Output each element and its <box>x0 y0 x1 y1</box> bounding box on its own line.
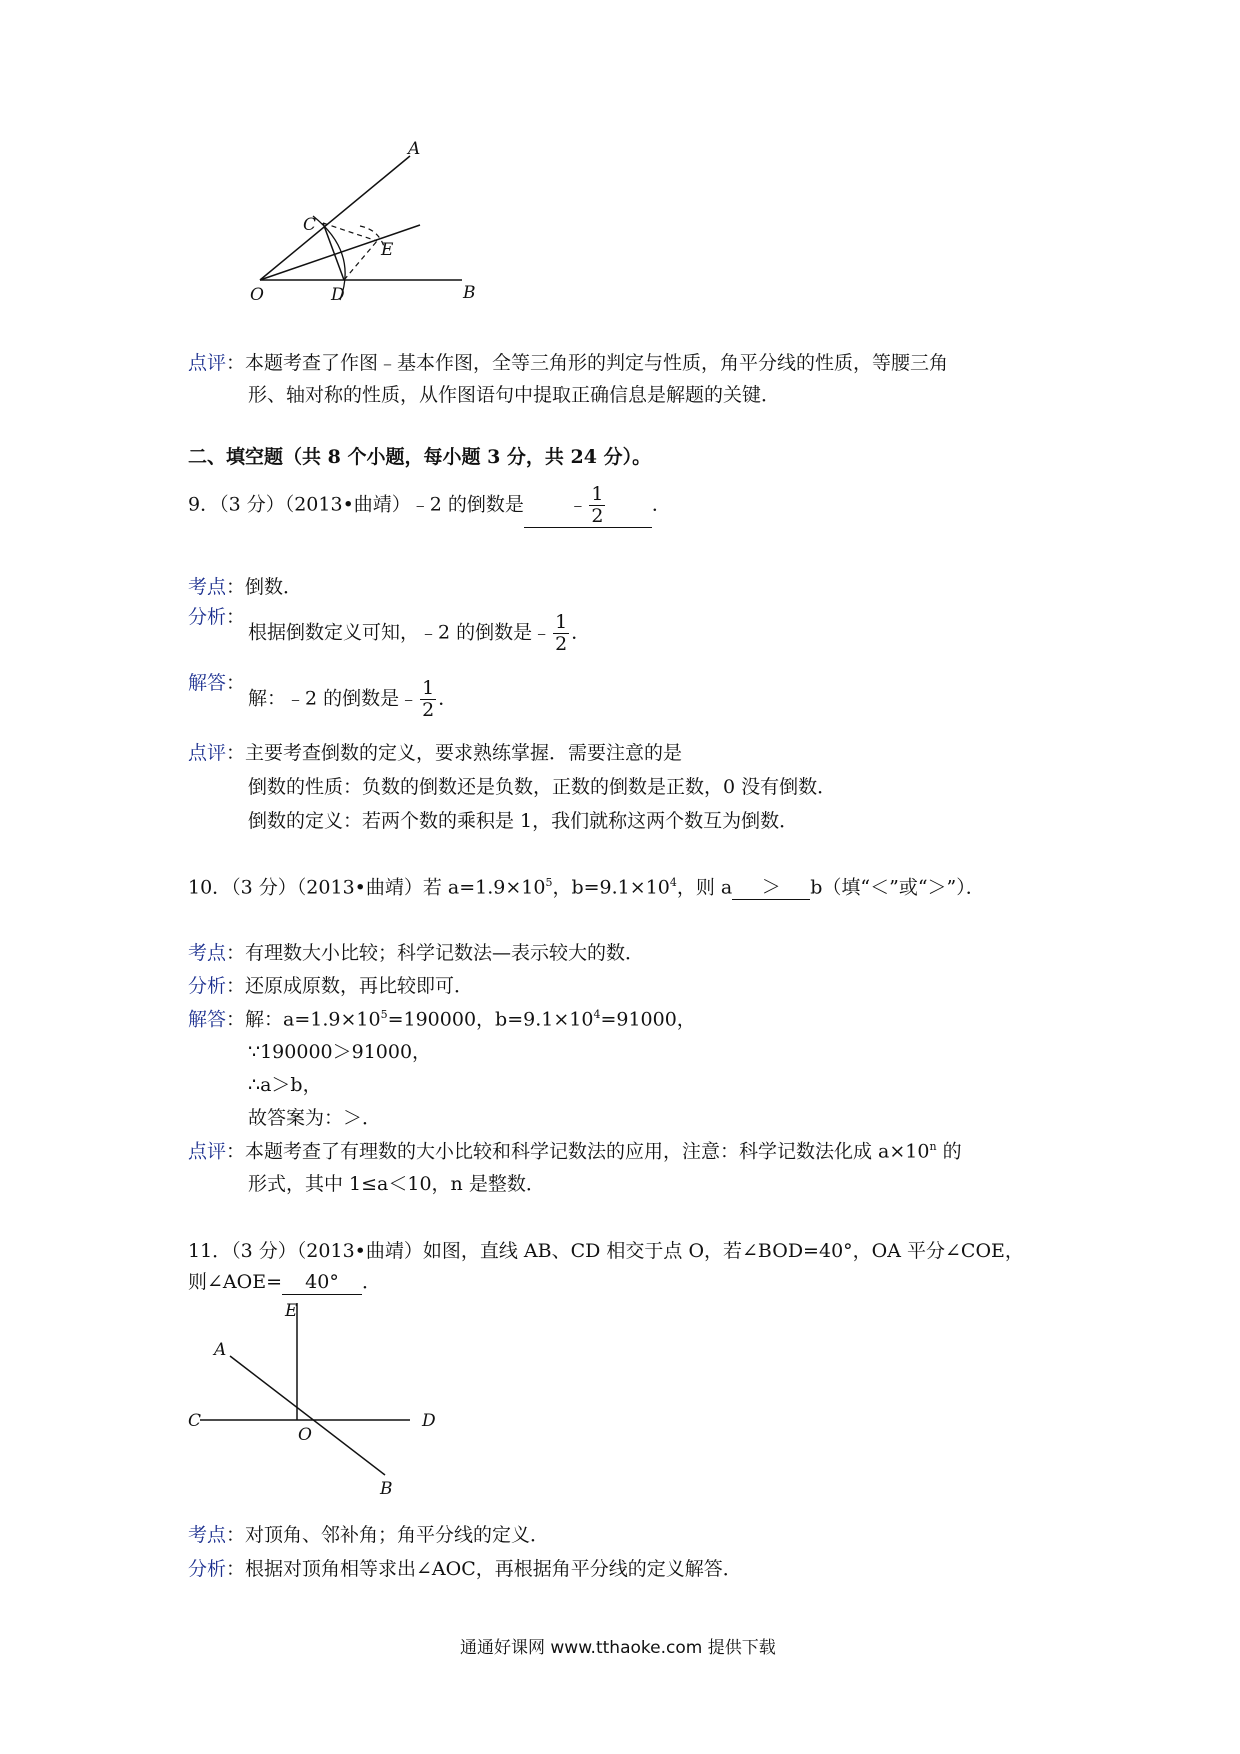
q8-comment-line1 <box>188 352 948 375</box>
q9-end: ． <box>651 493 671 516</box>
q10-dianping1-a: ：本题考查了有理数的大小比较和科学记数法的应用，注意：科学记数法化成 a×10 <box>226 1140 930 1163</box>
q10-jieda1-a: ：解：a=1.9×10 <box>226 1008 381 1031</box>
q9-dianping-text1: ：主要考查倒数的定义，要求熟练掌握．需要注意的是 <box>226 742 683 764</box>
label-a: A <box>408 140 421 159</box>
label-b: B <box>380 1479 393 1499</box>
q9-fenxi <box>248 612 590 655</box>
q10-dianping-line1 <box>188 1140 962 1163</box>
label-e: E <box>381 240 394 260</box>
q10-jieda1-c: =91000， <box>600 1008 696 1031</box>
q10-answer-blank: ＞ <box>732 876 810 900</box>
q8-comment-line2: 形、轴对称的性质，从作图语句中提取正确信息是解题的关键． <box>248 384 781 406</box>
q9-jieda-label-row: 解答： <box>188 672 246 694</box>
q10-exp-a: 5 <box>545 876 553 889</box>
line-ab <box>230 1356 385 1475</box>
q11-fenxi <box>188 1558 742 1581</box>
q9-dianping-line2: 倒数的性质：负数的倒数还是负数，正数的倒数是正数，0 没有倒数． <box>248 776 837 798</box>
q9-jieda-text: 解：﹣2 的倒数是﹣ <box>248 687 419 710</box>
q10-fenxi <box>188 975 473 998</box>
label-jieda: 解答 <box>188 1008 227 1031</box>
q10-dianping-line2: 形式，其中 1≤a＜10，n 是整数． <box>248 1173 545 1195</box>
section-title: 二、填空题（共 8 个小题，每小题 3 分，共 24 分）。 <box>188 446 652 468</box>
footer-source: 通通好课网 www.tthaoke.com 提供下载 <box>460 1638 776 1658</box>
q11-fenxi-text: ：根据对顶角相等求出∠AOC，再根据角平分线的定义解答． <box>226 1558 742 1580</box>
bisector-ray <box>260 225 420 280</box>
q9-kaodian-text: ：倒数． <box>226 576 303 598</box>
q10-kaodian-text: ：有理数大小比较；科学记数法—表示较大的数． <box>226 942 645 964</box>
label-b: B <box>463 283 476 303</box>
q10-jieda1-b: =190000，b=9.1×10 <box>387 1008 594 1031</box>
q9-dianping-line3: 倒数的定义：若两个数的乘积是 1，我们就称这两个数互为倒数． <box>248 810 799 832</box>
label-o: O <box>250 285 264 305</box>
q9-answer-blank <box>524 484 652 528</box>
dashed-de <box>344 241 377 280</box>
q9-dianping-line1 <box>188 742 682 765</box>
q9-answer-fraction <box>589 484 605 527</box>
q9-fenxi-label-row: 分析： <box>188 606 246 628</box>
q9-jieda <box>248 678 457 721</box>
q10-jieda1-exp2: 4 <box>593 1008 601 1021</box>
q11-stem2-a: 则∠AOE= <box>188 1271 283 1293</box>
q11-stem2-b: ． <box>362 1271 382 1293</box>
label-dianping: 点评 <box>188 742 227 764</box>
label-o: O <box>298 1425 312 1445</box>
q9-answer-denominator: 2 <box>591 504 604 527</box>
label-dianping: 点评 <box>188 1140 227 1163</box>
label-fenxi: 分析 <box>188 1558 227 1580</box>
q10-exp-b: 4 <box>669 876 677 889</box>
q10-jieda-line3: ∴a＞b， <box>248 1074 322 1096</box>
label-kaodian: 考点 <box>188 576 227 598</box>
label-jieda: 解答 <box>188 672 227 694</box>
q9-fenxi-end: ． <box>571 621 591 644</box>
intersecting-lines-figure <box>180 1298 450 1503</box>
q9-answer-numerator: 1 <box>591 483 604 505</box>
q10-stem-c: ，则 a <box>676 876 733 899</box>
label-e: E <box>285 1301 298 1321</box>
q11-kaodian <box>188 1524 549 1547</box>
q9-fenxi-fraction <box>553 612 569 655</box>
q10-jieda-line1 <box>188 1008 696 1031</box>
q11-stem-line2 <box>188 1271 381 1295</box>
q9-kaodian <box>188 576 302 599</box>
q10-dianping1-exp: n <box>929 1140 937 1153</box>
label-fenxi: 分析 <box>188 606 227 628</box>
q11-stem-line1: 11．（3 分）（2013•曲靖）如图，直线 AB、CD 相交于点 O，若∠BOD=40°，OA 平分∠COE， <box>188 1240 1024 1262</box>
label-dianping: 点评 <box>188 352 227 374</box>
q9-jieda-fraction <box>420 678 436 721</box>
label-a: A <box>214 1340 227 1360</box>
q10-stem <box>188 876 985 900</box>
label-kaodian: 考点 <box>188 1524 227 1546</box>
label-d: D <box>331 285 345 305</box>
q10-stem-d: b（填“＜”或“＞”）． <box>810 876 985 899</box>
label-d: D <box>422 1411 436 1431</box>
q9-answer-sign: ﹣ <box>568 493 588 516</box>
dashed-ce <box>323 223 377 241</box>
q10-fenxi-text: ：还原成原数，再比较即可． <box>226 975 474 997</box>
q9-stem <box>188 484 671 528</box>
q9-stem-text: 9．（3 分）（2013•曲靖）﹣2 的倒数是 <box>188 493 524 516</box>
q10-stem-b: ，b=9.1×10 <box>552 876 670 899</box>
q8-comment-text1: ：本题考查了作图﹣基本作图，全等三角形的判定与性质，角平分线的性质，等腰三角 <box>226 352 949 374</box>
q9-fenxi-denominator: 2 <box>555 632 568 655</box>
q11-answer-blank: 40° <box>282 1271 362 1295</box>
q10-kaodian <box>188 942 644 965</box>
q10-jieda-line2: ∵190000＞91000， <box>248 1041 432 1063</box>
q10-jieda1-exp1: 5 <box>380 1008 388 1021</box>
q10-jieda-line4: 故答案为：＞． <box>248 1107 382 1129</box>
q10-stem-a: 10．（3 分）（2013•曲靖）若 a=1.9×10 <box>188 876 546 899</box>
q9-fenxi-numerator: 1 <box>555 611 568 633</box>
q9-jieda-denominator: 2 <box>422 698 435 721</box>
q10-dianping1-b: 的 <box>936 1140 962 1163</box>
q9-jieda-end: ． <box>438 687 458 710</box>
q9-fenxi-text: 根据倒数定义可知，﹣2 的倒数是﹣ <box>248 621 552 644</box>
q9-jieda-numerator: 1 <box>422 677 435 699</box>
label-c: C <box>188 1411 202 1431</box>
label-fenxi: 分析 <box>188 975 227 997</box>
label-kaodian: 考点 <box>188 942 227 964</box>
angle-construction-figure <box>240 140 500 345</box>
q11-kaodian-text: ：对顶角、邻补角；角平分线的定义． <box>226 1524 550 1546</box>
ray-oa <box>260 156 410 280</box>
label-c: C <box>303 215 317 235</box>
